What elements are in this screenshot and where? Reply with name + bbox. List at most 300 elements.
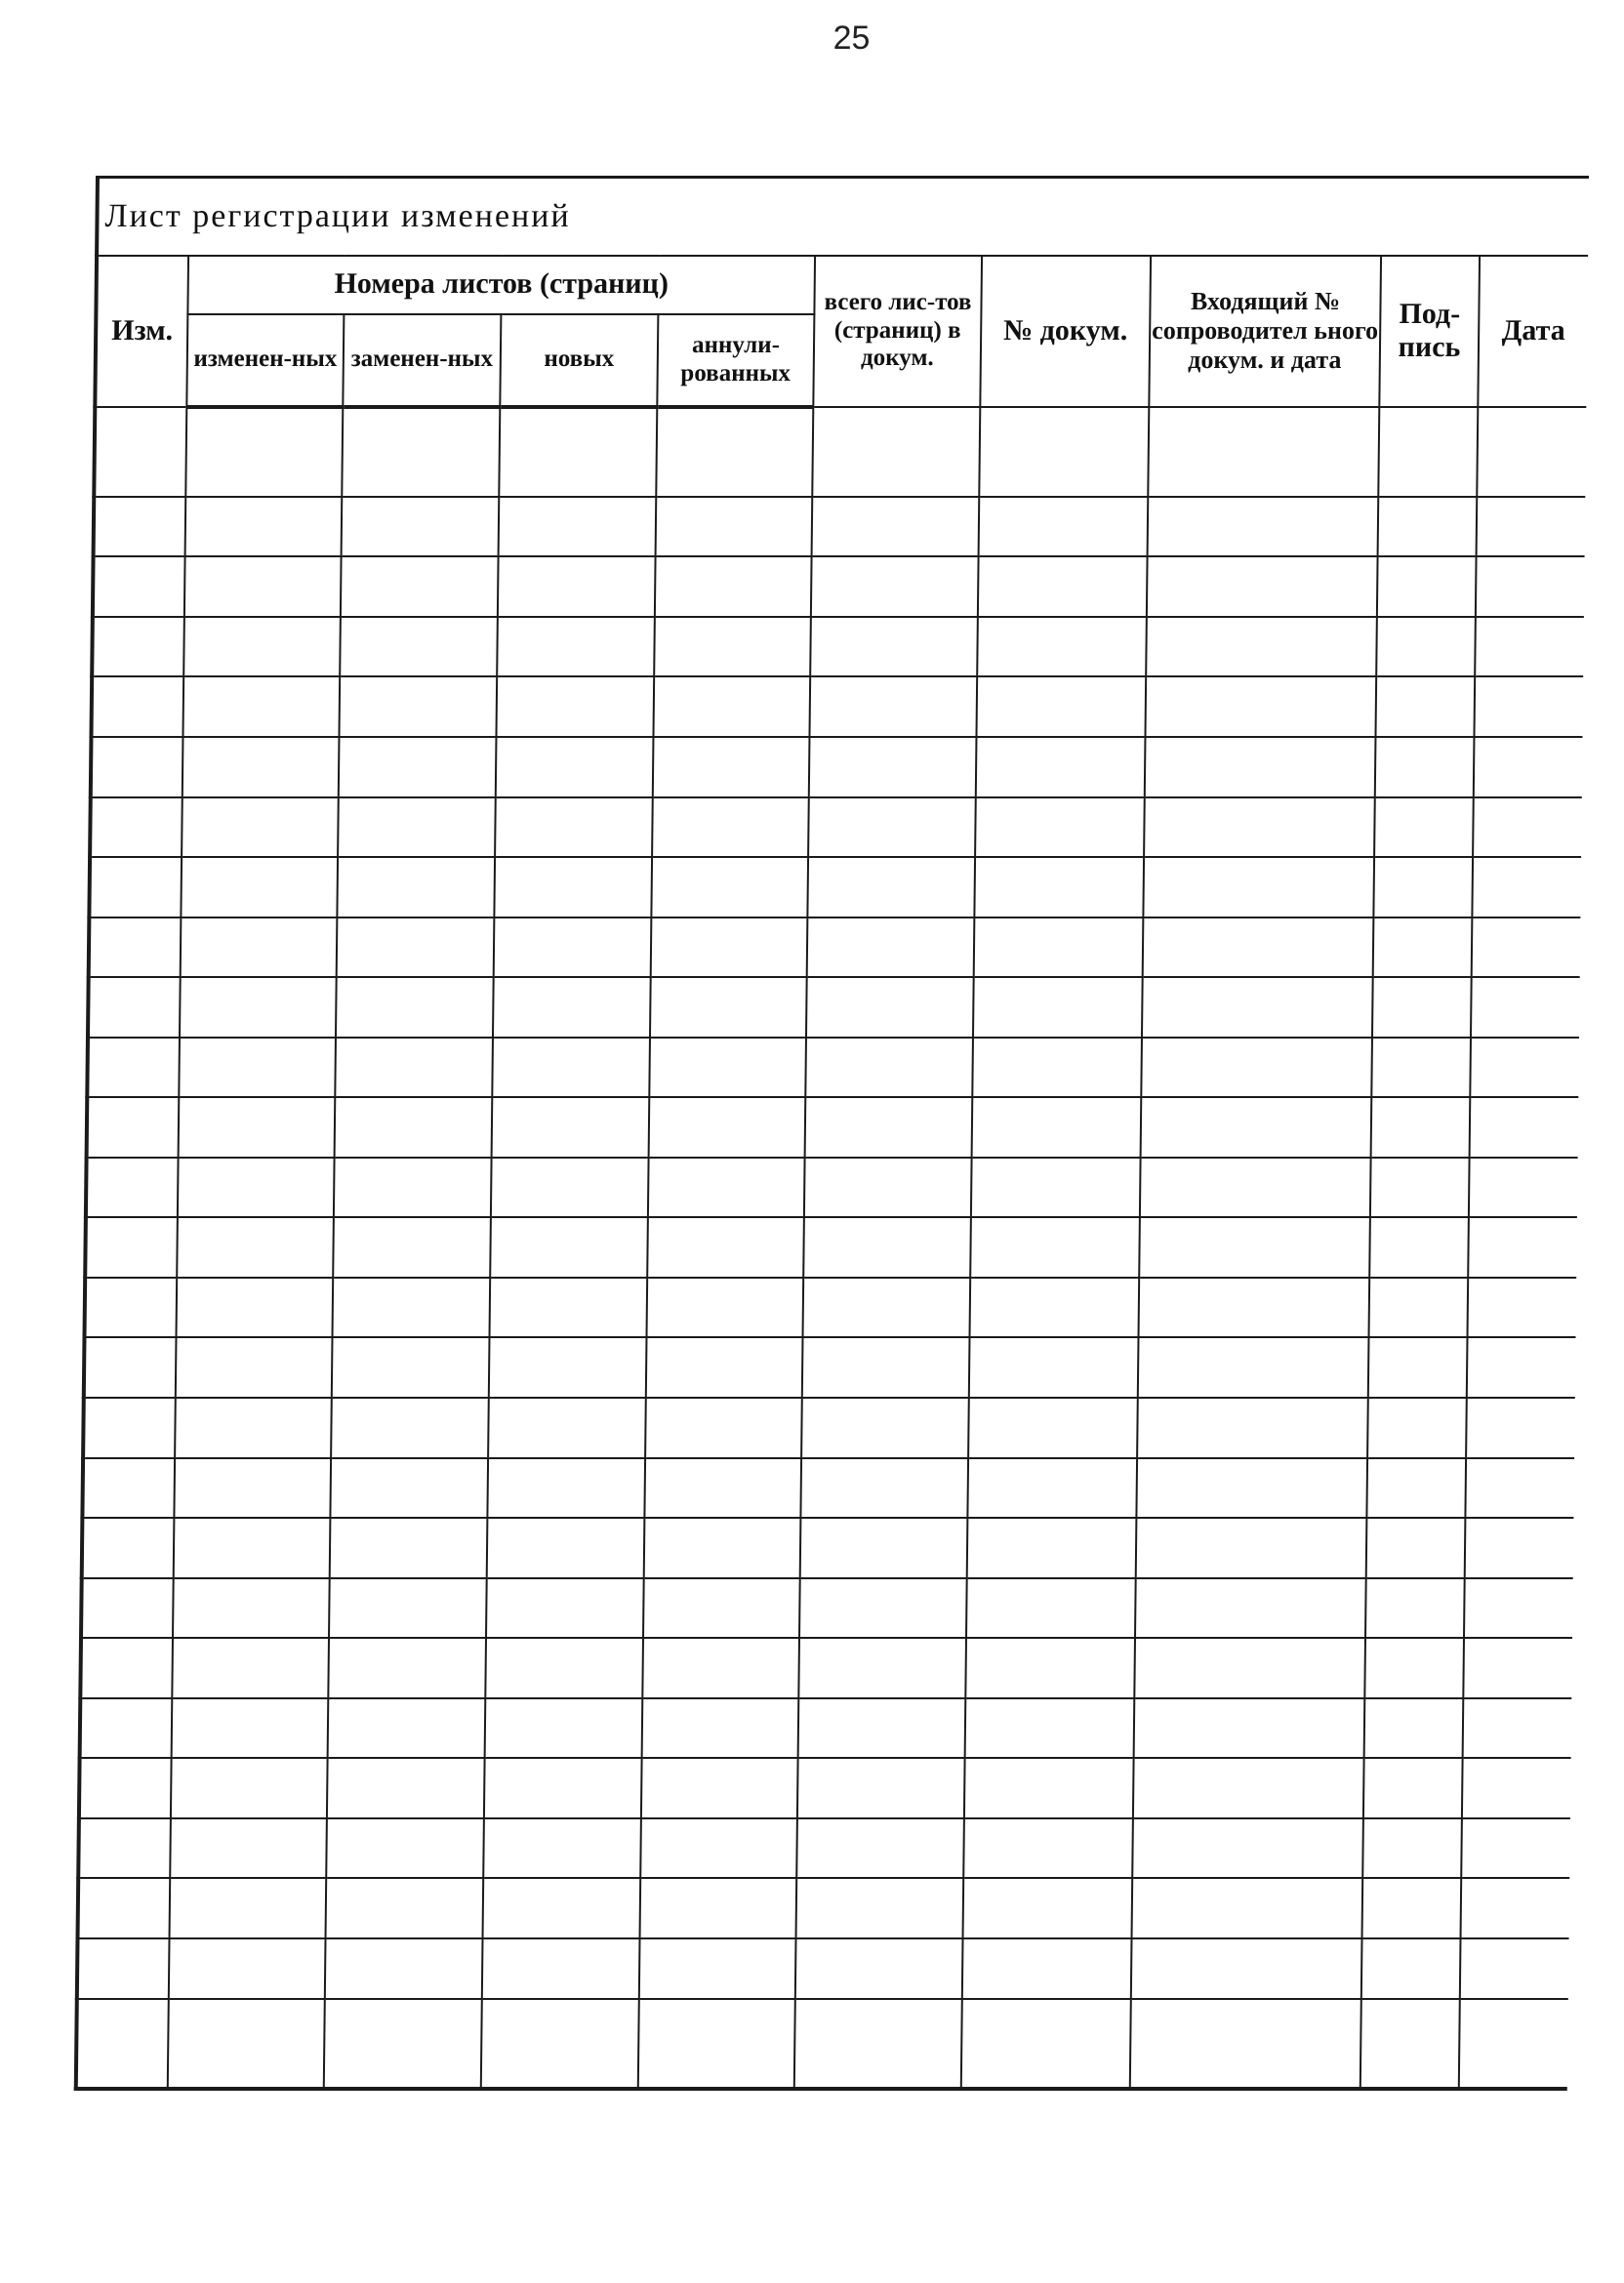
table-cell <box>1360 1999 1460 2090</box>
table-cell <box>1361 1938 1461 1999</box>
table-cell <box>1134 1638 1365 1698</box>
table-cell <box>640 1818 797 1879</box>
table-cell <box>971 1158 1141 1218</box>
table-cell <box>648 1158 805 1218</box>
table-cell <box>978 556 1148 617</box>
table-cell <box>1362 1878 1462 1938</box>
table-cell <box>811 556 979 617</box>
table-cell <box>492 1097 650 1158</box>
table-row <box>78 1878 1570 1938</box>
table-cell <box>965 1698 1135 1759</box>
table-row <box>79 1758 1571 1818</box>
table-cell <box>341 556 499 617</box>
table-cell <box>650 977 807 1038</box>
table-cell <box>800 1458 968 1519</box>
table-cell <box>88 977 181 1038</box>
table-cell <box>1137 1398 1368 1458</box>
table-cell <box>1142 977 1373 1038</box>
table-cell <box>1477 497 1586 557</box>
table-row <box>94 407 1586 497</box>
table-cell <box>498 556 656 617</box>
table-cell <box>1133 1758 1364 1818</box>
table-row <box>77 1938 1569 1999</box>
table-cell <box>174 1458 331 1519</box>
table-cell <box>974 917 1144 978</box>
table-cell <box>809 737 977 797</box>
table-cell <box>89 917 182 978</box>
table-cell <box>170 1878 327 1938</box>
table-cell <box>1140 1158 1371 1218</box>
table-cell <box>181 917 338 978</box>
table-cell <box>181 857 338 917</box>
table-cell <box>1465 1518 1574 1578</box>
table-cell <box>640 1878 797 1938</box>
table-cell <box>1375 737 1475 797</box>
table-cell <box>645 1398 802 1458</box>
table-row <box>80 1638 1572 1698</box>
table-cell <box>325 1938 483 1999</box>
table-cell <box>806 977 974 1038</box>
table-cell <box>804 1158 972 1218</box>
table-cell <box>485 1638 643 1698</box>
header-date: Дата <box>1478 256 1588 407</box>
table-cell <box>89 857 182 917</box>
table-cell <box>337 917 495 978</box>
table-cell <box>172 1638 329 1698</box>
table-cell <box>965 1638 1135 1698</box>
table-cell <box>801 1398 969 1458</box>
table-cell <box>1371 1038 1471 1098</box>
table-cell <box>331 1398 489 1458</box>
table-row <box>84 1278 1576 1338</box>
table-cell <box>483 1818 641 1879</box>
table-cell <box>493 977 651 1038</box>
change-registration-sheet <box>74 176 1587 2091</box>
table-cell <box>976 737 1146 797</box>
table-cell <box>184 556 342 617</box>
table-cell <box>1366 1518 1466 1578</box>
table-cell <box>497 617 655 677</box>
table-cell <box>807 917 975 978</box>
table-row <box>94 497 1586 557</box>
table-cell <box>1146 617 1377 677</box>
table-cell <box>799 1578 967 1639</box>
table-cell <box>183 737 340 797</box>
table-cell <box>1374 797 1474 858</box>
table-cell <box>969 1337 1139 1398</box>
table-cell <box>973 977 1143 1038</box>
table-cell <box>1147 556 1378 617</box>
table-cell <box>1366 1458 1466 1519</box>
table-cell <box>651 917 808 978</box>
table-cell <box>1378 407 1478 497</box>
table-cell <box>961 1999 1131 2090</box>
table-cell <box>1144 797 1375 858</box>
table-cell <box>968 1398 1138 1458</box>
table-row <box>87 1097 1579 1158</box>
table-cell <box>1364 1638 1464 1698</box>
table-cell <box>1467 1337 1576 1398</box>
table-cell <box>963 1878 1133 1938</box>
table-cell <box>329 1578 487 1639</box>
header-total-sheets: всего лис-тов (страниц) в докум. <box>813 256 982 407</box>
table-cell <box>79 1758 172 1818</box>
table-cell <box>1135 1578 1366 1639</box>
table-cell <box>1143 917 1374 978</box>
table-cell <box>647 1217 804 1278</box>
table-row <box>93 556 1585 617</box>
table-cell <box>494 857 652 917</box>
table-cell <box>967 1458 1137 1519</box>
table-cell <box>1471 977 1580 1038</box>
table-cell <box>495 797 653 858</box>
table-cell <box>91 676 183 737</box>
table-cell <box>330 1458 488 1519</box>
table-cell <box>182 797 339 858</box>
table-row <box>83 1398 1575 1458</box>
table-cell <box>1371 1097 1471 1158</box>
table-cell <box>655 556 812 617</box>
table-cell <box>812 407 980 497</box>
header-signature: Под-пись <box>1379 256 1480 407</box>
table-cell <box>483 1878 641 1938</box>
table-cell <box>979 497 1149 557</box>
table-cell <box>1460 1938 1569 1999</box>
table-cell <box>85 1217 178 1278</box>
table-cell <box>1148 497 1379 557</box>
table-cell <box>177 1217 334 1278</box>
table-cell <box>171 1758 328 1818</box>
table-cell <box>332 1337 490 1398</box>
table-cell <box>1463 1638 1572 1698</box>
table-cell <box>1468 1217 1577 1278</box>
table-cell <box>81 1578 174 1639</box>
table-cell <box>1472 857 1581 917</box>
table-cell <box>1368 1337 1468 1398</box>
table-cell <box>1378 497 1478 557</box>
table-cell <box>78 1878 171 1938</box>
table-cell <box>1373 857 1473 917</box>
table-cell <box>1145 676 1376 737</box>
table-cell <box>78 1818 171 1879</box>
table-cell <box>486 1578 644 1639</box>
table-cell <box>979 407 1149 497</box>
table-cell <box>1474 737 1583 797</box>
table-cell <box>342 497 500 557</box>
table-cell <box>490 1217 648 1278</box>
table-cell <box>1459 1999 1568 2090</box>
table-cell <box>1377 556 1477 617</box>
table-cell <box>1461 1818 1570 1879</box>
table-cell <box>337 857 495 917</box>
table-cell <box>339 737 497 797</box>
table-cell <box>1375 676 1475 737</box>
table-cell <box>1474 676 1583 737</box>
table-cell <box>84 1278 177 1338</box>
table-cell <box>656 407 813 497</box>
table-cell <box>488 1398 646 1458</box>
table-cell <box>1132 1878 1363 1938</box>
table-cell <box>794 1999 962 2090</box>
table-body <box>76 407 1587 2090</box>
table-cell <box>90 797 183 858</box>
table-cell <box>92 617 184 677</box>
table-cell <box>169 1938 326 1999</box>
table-cell <box>91 737 183 797</box>
table-cell <box>94 497 186 557</box>
table-cell <box>183 617 341 677</box>
table-cell <box>812 497 980 557</box>
table-cell <box>342 407 500 497</box>
table-cell <box>1463 1698 1572 1759</box>
table-row <box>82 1458 1574 1519</box>
table-cell <box>482 1938 640 1999</box>
table-cell <box>807 857 975 917</box>
table-cell <box>972 1038 1142 1098</box>
table-cell <box>326 1818 484 1879</box>
table-cell <box>1370 1158 1470 1218</box>
table-cell <box>795 1938 963 1999</box>
table-cell <box>481 1999 639 2090</box>
table-cell <box>334 1158 492 1218</box>
table-cell <box>93 556 185 617</box>
table-cell <box>1134 1698 1365 1759</box>
table-cell <box>639 1938 796 1999</box>
table-cell <box>491 1158 649 1218</box>
table-cell <box>80 1638 173 1698</box>
table-cell <box>1368 1278 1468 1338</box>
table-cell <box>802 1278 970 1338</box>
table-cell <box>185 497 343 557</box>
table-cell <box>654 617 811 677</box>
table-row <box>90 797 1582 858</box>
table-cell <box>183 676 340 737</box>
table-cell <box>649 1097 806 1158</box>
table-cell <box>803 1217 971 1278</box>
table-row <box>89 857 1581 917</box>
table-cell <box>328 1698 486 1759</box>
table-cell <box>335 1097 493 1158</box>
table-cell <box>87 1038 180 1098</box>
table-cell <box>327 1758 485 1818</box>
table-row <box>76 1999 1568 2090</box>
table-cell <box>976 676 1146 737</box>
table-cell <box>180 977 337 1038</box>
table-cell <box>796 1878 964 1938</box>
table-cell <box>494 917 652 978</box>
table-cell <box>797 1758 965 1818</box>
table-cell <box>487 1518 645 1578</box>
table-cell <box>1131 1938 1362 1999</box>
table-cell <box>1475 617 1584 677</box>
table-cell <box>496 676 654 737</box>
table-cell <box>1145 737 1376 797</box>
table-cell <box>485 1698 643 1759</box>
table-cell <box>1136 1518 1367 1578</box>
table-cell <box>805 1097 973 1158</box>
table-cell <box>499 407 657 497</box>
table-cell <box>1369 1217 1469 1278</box>
table-cell <box>649 1038 806 1098</box>
table-cell <box>651 857 808 917</box>
table-cell <box>1141 1038 1372 1098</box>
table-cell <box>175 1398 332 1458</box>
table-cell <box>1364 1698 1464 1759</box>
table-cell <box>1473 797 1582 858</box>
table-cell <box>802 1337 970 1398</box>
table-cell <box>330 1518 488 1578</box>
table-row <box>91 676 1583 737</box>
table-cell <box>489 1278 647 1338</box>
table-cell <box>1363 1758 1463 1818</box>
table-cell <box>1367 1398 1467 1458</box>
table-cell <box>1477 407 1586 497</box>
table-cell <box>1373 917 1473 978</box>
table-cell <box>1464 1578 1573 1639</box>
table-cell <box>798 1638 966 1698</box>
table-cell <box>336 977 494 1038</box>
table-cell <box>642 1638 799 1698</box>
table-row <box>81 1578 1573 1639</box>
header-izm: Изм. <box>95 256 188 407</box>
table-cell <box>80 1698 173 1759</box>
table-cell <box>1461 1878 1570 1938</box>
table-cell <box>87 1097 180 1158</box>
table-cell <box>335 1038 493 1098</box>
table-cell <box>1470 1038 1579 1098</box>
table-cell <box>641 1758 798 1818</box>
header-changed: изменен-ных <box>186 314 344 407</box>
table-cell <box>170 1818 327 1879</box>
table-cell <box>1476 556 1585 617</box>
page-number: 25 <box>832 20 871 57</box>
table-row <box>87 1038 1579 1098</box>
table-cell <box>1138 1337 1369 1398</box>
table-cell <box>963 1818 1133 1879</box>
header-replaced: заменен-ных <box>343 314 501 407</box>
table-cell <box>179 1038 336 1098</box>
table-cell <box>643 1578 800 1639</box>
table-cell <box>964 1758 1134 1818</box>
table-cell <box>1472 917 1581 978</box>
table-cell <box>800 1518 968 1578</box>
change-registration-table <box>74 176 1589 2091</box>
header-sheet-numbers: Номера листов (страниц) <box>187 256 815 314</box>
table-cell <box>489 1337 647 1398</box>
table-cell <box>1362 1818 1462 1879</box>
table-cell <box>340 617 498 677</box>
table-cell <box>1470 1097 1579 1158</box>
table-cell <box>644 1518 801 1578</box>
table-cell <box>1376 617 1476 677</box>
header-incoming-doc: Входящий № сопроводител ьного докум. и дата <box>1149 256 1381 407</box>
header-doc-number: № докум. <box>980 256 1151 407</box>
table-cell <box>1130 1999 1361 2090</box>
table-cell <box>332 1278 490 1338</box>
table-cell <box>638 1999 795 2090</box>
table-row <box>84 1337 1576 1398</box>
table-row <box>85 1217 1577 1278</box>
table-cell <box>492 1038 650 1098</box>
table-cell <box>82 1458 175 1519</box>
table-row <box>80 1698 1572 1759</box>
table-cell <box>1462 1758 1571 1818</box>
table-cell <box>77 1938 170 1999</box>
table-cell <box>798 1698 966 1759</box>
table-cell <box>185 407 343 497</box>
table-cell <box>84 1337 177 1398</box>
table-cell <box>653 676 810 737</box>
table-cell <box>338 797 496 858</box>
table-cell <box>652 797 809 858</box>
table-row <box>78 1818 1570 1879</box>
table-cell <box>83 1398 176 1458</box>
table-cell <box>82 1518 175 1578</box>
table-cell <box>178 1158 335 1218</box>
table-cell <box>333 1217 491 1278</box>
table-cell <box>487 1458 645 1519</box>
table-cell <box>496 737 654 797</box>
table-cell <box>1372 977 1472 1038</box>
table-cell <box>1139 1217 1370 1278</box>
table-cell <box>326 1878 484 1938</box>
table-cell <box>810 617 978 677</box>
table-cell <box>1365 1578 1465 1639</box>
table-cell <box>969 1278 1139 1338</box>
table-cell <box>1136 1458 1367 1519</box>
table-cell <box>173 1578 330 1639</box>
table-cell <box>484 1758 642 1818</box>
table-cell <box>1148 407 1379 497</box>
table-cell <box>646 1278 803 1338</box>
table-row <box>92 617 1584 677</box>
table-cell <box>1132 1818 1363 1879</box>
table-cell <box>977 617 1147 677</box>
table-cell <box>328 1638 486 1698</box>
table-cell <box>76 1999 169 2090</box>
table-cell <box>656 497 813 557</box>
header-annulled: аннули-рованных <box>657 314 814 407</box>
table-cell <box>809 676 977 737</box>
table-row <box>88 977 1580 1038</box>
table-cell <box>1143 857 1374 917</box>
table-cell <box>653 737 810 797</box>
table-cell <box>168 1999 325 2090</box>
table-cell <box>796 1818 964 1879</box>
table-cell <box>970 1217 1140 1278</box>
table-cell <box>1466 1398 1575 1458</box>
table-row <box>89 917 1581 978</box>
table-cell <box>962 1938 1132 1999</box>
table-cell <box>176 1278 333 1338</box>
table-cell <box>805 1038 973 1098</box>
table-cell <box>174 1518 331 1578</box>
table-cell <box>808 797 976 858</box>
table-cell <box>646 1337 803 1398</box>
table-row <box>91 737 1583 797</box>
table-row <box>86 1158 1578 1218</box>
table-cell <box>1467 1278 1576 1338</box>
table-cell <box>1465 1458 1574 1519</box>
table-cell <box>86 1158 179 1218</box>
table-cell <box>499 497 657 557</box>
table-cell <box>972 1097 1142 1158</box>
table-cell <box>642 1698 799 1759</box>
table-cell <box>966 1578 1136 1639</box>
table-cell <box>172 1698 329 1759</box>
table-cell <box>1138 1278 1369 1338</box>
header-new: новых <box>500 314 658 407</box>
